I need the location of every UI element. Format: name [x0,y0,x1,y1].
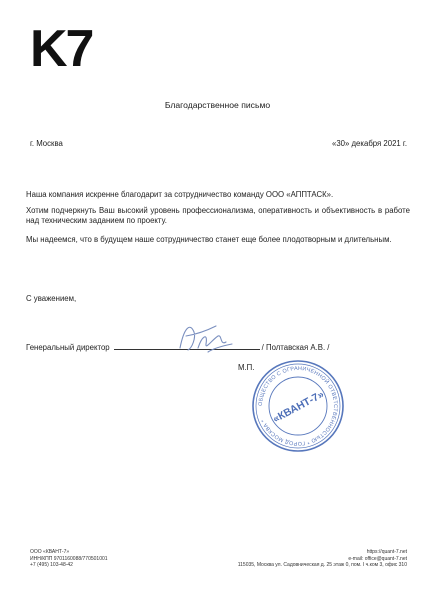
footer-contacts [238,549,407,569]
company-logo [30,22,110,72]
handwritten-signature [168,318,238,360]
signatory-name: / Полтавская А.В. / [261,343,330,352]
paragraph-2: Хотим подчеркнуть Ваш высокий уровень профессионализма, оперативность и объективность в работе над техническим заданием по проекту. [26,205,410,225]
footer-email: e-mail: office@quant-7.net [348,555,407,562]
signatory-position: Генеральный директор [26,343,110,352]
letter-title: Благодарственное письмо [164,100,271,110]
footer-address: 115035, Москва ул. Садовническая д. 25 этаж 0, пом. I ч.ком 3, офис 310 [237,562,407,568]
footer-website: https://quant-7.net [366,549,407,555]
stamp-ring-text: ОБЩЕСТВО С ОГРАНИЧЕННОЙ ОТВЕТСТВЕННОСТЬЮ * ГОРОД МОСКВА * [257,365,339,447]
place-date-row [30,139,407,148]
paragraph-1: Наша компания искренне благодарит за сотрудничество команду ООО «АППТАСК». [26,190,334,199]
letter-body [26,190,410,253]
city: г. Москва [30,139,63,148]
footer-company-details [30,549,108,569]
paragraph-3: Мы надеемся, что в будущем наше сотрудничество станет еще более плодотворным и длительным. [26,234,392,244]
company-stamp [250,358,346,454]
seal-place-label: М.П. [238,363,255,372]
footer-company-name: ООО «КВАНТ-7» [30,549,70,555]
footer-inn: ИНН/КПП 9701160088/770501001 [30,555,108,562]
letter-date: «30» декабря 2021 г. [332,139,407,148]
logo-text: K7 [30,22,93,72]
stamp-center-text: «КВАНТ-7» [270,388,327,426]
closing-regards: С уважением, [26,294,77,303]
footer-phone: +7 (495) 103-48-42 [30,562,73,568]
